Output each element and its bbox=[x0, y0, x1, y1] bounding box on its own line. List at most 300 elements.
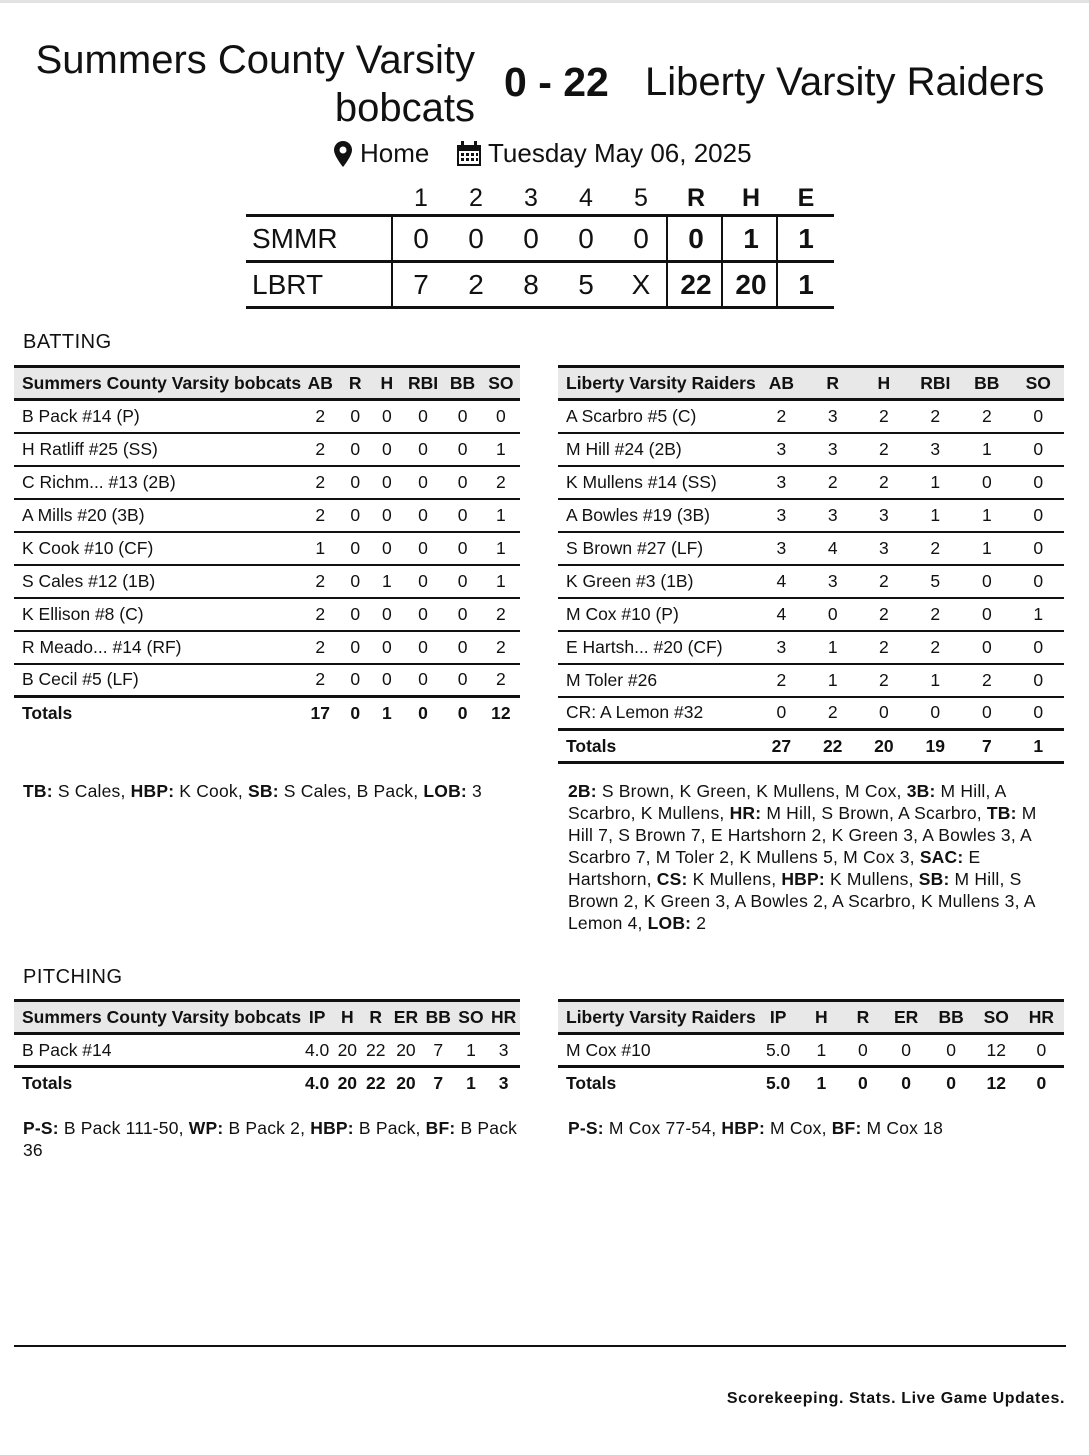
stat-cell: 0 bbox=[961, 598, 1012, 631]
table-row bbox=[14, 1034, 520, 1067]
total-cell: 27 bbox=[756, 730, 807, 763]
stat-cell: 1 bbox=[807, 664, 858, 697]
stat-cell: 0 bbox=[1033, 702, 1044, 723]
note-value: S Cales, B Pack, bbox=[278, 781, 424, 801]
note-value: 3 bbox=[466, 781, 482, 801]
table-row bbox=[14, 532, 520, 565]
stat-cell: 0 bbox=[961, 631, 1012, 664]
stat-cell: 2 bbox=[756, 664, 807, 697]
stat-cell: 0 bbox=[339, 499, 371, 532]
stat-cell: 0 bbox=[776, 702, 787, 723]
column-header: HR bbox=[487, 1001, 520, 1034]
inning-score: 0 bbox=[413, 223, 429, 254]
total-runs: 22 bbox=[680, 269, 712, 300]
table-row bbox=[14, 598, 520, 631]
inning-score: 0 bbox=[633, 223, 649, 254]
stat-cell: 1 bbox=[482, 433, 520, 466]
total-hits: 20 bbox=[735, 269, 767, 300]
player-name: M Cox #10 bbox=[566, 1039, 651, 1060]
note-value: B Pack 111-50, bbox=[58, 1118, 189, 1138]
stat-cell: 2 bbox=[858, 433, 909, 466]
total-cell: 0 bbox=[929, 1067, 974, 1100]
stat-cell: 0 bbox=[371, 631, 403, 664]
stat-cell: 1 bbox=[1013, 598, 1064, 631]
stat-cell: 2 bbox=[858, 631, 909, 664]
stat-cell: 1 bbox=[807, 631, 858, 664]
stat-cell: 0 bbox=[443, 499, 481, 532]
linescore-row bbox=[246, 260, 834, 309]
note-key: WP: bbox=[188, 1118, 224, 1138]
column-header: HR bbox=[1019, 1001, 1064, 1034]
stat-cell: 0 bbox=[339, 565, 371, 598]
stat-cell: 1 bbox=[482, 565, 520, 598]
stat-cell: 20 bbox=[337, 1039, 358, 1060]
column-header: AB bbox=[301, 367, 339, 400]
stat-cell: 0 bbox=[1013, 499, 1064, 532]
errors-header: E bbox=[797, 184, 815, 212]
stat-cell: 1 bbox=[909, 466, 961, 499]
stat-cell: 0 bbox=[930, 702, 941, 723]
stat-cell: 12 bbox=[986, 1039, 1006, 1060]
total-cell: 7 bbox=[422, 1067, 455, 1100]
stat-cell: 0 bbox=[961, 565, 1012, 598]
column-header: H bbox=[801, 1001, 843, 1034]
note-key: TB: bbox=[986, 803, 1017, 823]
stat-cell: 0 bbox=[443, 532, 481, 565]
column-header: ER bbox=[884, 1001, 929, 1034]
totals-row bbox=[14, 1067, 520, 1100]
note-value: 2 bbox=[691, 913, 707, 933]
stat-cell: 2 bbox=[482, 466, 520, 499]
table-row bbox=[558, 400, 1064, 433]
stat-cell: 2 bbox=[756, 400, 807, 433]
note-value: S Brown, K Green, K Mullens, M Cox, bbox=[596, 781, 907, 801]
table-row bbox=[14, 433, 520, 466]
player-name: B Cecil #5 (LF) bbox=[22, 669, 139, 690]
hits-header: H bbox=[741, 184, 761, 212]
stat-cell: 2 bbox=[301, 631, 339, 664]
table-row bbox=[558, 664, 1064, 697]
calendar-icon bbox=[456, 141, 482, 167]
inning-header: 5 bbox=[634, 184, 648, 212]
stat-cell: 3 bbox=[756, 532, 807, 565]
stat-cell: 2 bbox=[858, 466, 909, 499]
player-name: K Ellison #8 (C) bbox=[14, 598, 301, 631]
stat-cell: 1 bbox=[961, 433, 1012, 466]
player-name: A Bowles #19 (3B) bbox=[558, 499, 756, 532]
total-cell: 1 bbox=[371, 697, 403, 730]
table-row bbox=[14, 466, 520, 499]
column-header: SO bbox=[1013, 367, 1064, 400]
totals-label: Totals bbox=[558, 730, 756, 763]
stat-cell: 0 bbox=[1013, 433, 1064, 466]
player-name: A Mills #20 (3B) bbox=[14, 499, 301, 532]
stat-cell: 3 bbox=[756, 631, 807, 664]
column-header: BB bbox=[929, 1001, 974, 1034]
stat-cell: 5.0 bbox=[765, 1039, 791, 1060]
table-row bbox=[558, 631, 1064, 664]
note-value: K Cook, bbox=[174, 781, 248, 801]
column-header: R bbox=[842, 1001, 884, 1034]
player-name: H Ratliff #25 (SS) bbox=[14, 433, 301, 466]
note-value: B Pack 2, bbox=[223, 1118, 311, 1138]
stat-cell: 2 bbox=[961, 400, 1012, 433]
column-header: R bbox=[362, 1001, 390, 1034]
stat-cell: 2 bbox=[858, 598, 909, 631]
stat-cell: 20 bbox=[396, 1039, 416, 1060]
note-value: M Hill 7, S Brown 7, E Hartshorn 2, K Green 3, A Bowles 3, A Scarbro 7, M Toler 2, K Mullens 5, M Cox 3, bbox=[568, 803, 1037, 867]
total-cell: 20 bbox=[390, 1067, 422, 1100]
table-row bbox=[14, 499, 520, 532]
total-cell: 20 bbox=[858, 730, 909, 763]
stat-cell: 0 bbox=[371, 532, 403, 565]
linescore-row bbox=[246, 214, 834, 260]
stat-cell: 0 bbox=[350, 669, 361, 690]
note-value: M Hill, S Brown 2, K Green 3, A Bowles 2, A Scarbro, K Mullens 3, A Lemon 4, bbox=[568, 869, 1035, 933]
player-name: B Pack #14 bbox=[22, 1039, 112, 1060]
player-name: E Hartsh... #20 (CF) bbox=[558, 631, 756, 664]
home-batting-notes bbox=[23, 780, 518, 802]
column-header: IP bbox=[301, 1001, 333, 1034]
player-name: S Brown #27 (LF) bbox=[558, 532, 756, 565]
column-header: R bbox=[339, 367, 371, 400]
column-header: SO bbox=[974, 1001, 1019, 1034]
linescore-table bbox=[246, 182, 834, 309]
table-header-row bbox=[558, 1001, 1064, 1034]
total-cell: 12 bbox=[482, 697, 520, 730]
away-team-name: Liberty Varsity Raiders bbox=[645, 60, 1045, 104]
stat-cell: 1 bbox=[961, 499, 1012, 532]
column-header: BB bbox=[961, 367, 1012, 400]
inning-score: 0 bbox=[523, 223, 539, 254]
total-cell: 0 bbox=[884, 1067, 929, 1100]
table-row bbox=[558, 532, 1064, 565]
stat-cell: 0 bbox=[1013, 466, 1064, 499]
linescore-header bbox=[246, 182, 834, 214]
away-pitching-notes bbox=[568, 1117, 1064, 1139]
stat-cell: 1 bbox=[961, 532, 1012, 565]
player-name: R Meado... #14 (RF) bbox=[14, 631, 301, 664]
column-header: R bbox=[807, 367, 858, 400]
stat-cell: 2 bbox=[961, 664, 1012, 697]
game-meta bbox=[0, 136, 1089, 172]
stat-cell: 1 bbox=[482, 532, 520, 565]
stat-cell: 0 bbox=[371, 499, 403, 532]
stat-cell: 0 bbox=[371, 598, 403, 631]
stat-cell: 0 bbox=[443, 631, 481, 664]
home-pitching-notes bbox=[23, 1117, 518, 1161]
column-header: IP bbox=[756, 1001, 801, 1034]
stat-cell: 0 bbox=[371, 400, 403, 433]
stat-cell: 0 bbox=[339, 631, 371, 664]
column-header: AB bbox=[756, 367, 807, 400]
stat-cell: 5 bbox=[909, 565, 961, 598]
note-value: E Hartshorn, bbox=[568, 847, 981, 889]
stat-cell: 0 bbox=[946, 1039, 956, 1060]
total-hits: 1 bbox=[743, 223, 759, 254]
stat-cell: 0 bbox=[1013, 532, 1064, 565]
stat-cell: 0 bbox=[443, 400, 481, 433]
team-name-header: Summers County Varsity bobcats bbox=[14, 1001, 301, 1034]
stat-cell: 2 bbox=[807, 466, 858, 499]
note-value: M Hill, S Brown, A Scarbro, bbox=[761, 803, 987, 823]
note-value: M Cox 77-54, bbox=[603, 1118, 722, 1138]
player-name: K Cook #10 (CF) bbox=[14, 532, 301, 565]
column-header: H bbox=[371, 367, 403, 400]
stat-cell: 0 bbox=[1013, 565, 1064, 598]
inning-score: X bbox=[631, 269, 651, 300]
column-header: H bbox=[333, 1001, 361, 1034]
away-pitching-table bbox=[558, 999, 1064, 1100]
stat-cell: 2 bbox=[909, 598, 961, 631]
stat-cell: 0 bbox=[443, 565, 481, 598]
player-name: M Cox #10 (P) bbox=[558, 598, 756, 631]
stat-cell: 1 bbox=[909, 664, 961, 697]
stat-cell: 0 bbox=[403, 598, 444, 631]
table-row bbox=[558, 466, 1064, 499]
table-row bbox=[14, 631, 520, 664]
location-label: Home bbox=[360, 138, 430, 168]
note-key: P-S: bbox=[568, 1118, 604, 1138]
inning-header: 4 bbox=[579, 184, 593, 212]
away-batting-table bbox=[558, 365, 1064, 764]
total-cell: 0 bbox=[443, 697, 481, 730]
stat-cell: 3 bbox=[807, 400, 858, 433]
stat-cell: 3 bbox=[756, 466, 807, 499]
stat-cell: 0 bbox=[1013, 631, 1064, 664]
stat-cell: 2 bbox=[301, 565, 339, 598]
total-cell: 0 bbox=[339, 697, 371, 730]
total-cell: 1 bbox=[1013, 730, 1064, 763]
game-location bbox=[334, 138, 429, 169]
stat-cell: 0 bbox=[443, 598, 481, 631]
column-header: ER bbox=[390, 1001, 422, 1034]
stat-cell: 3 bbox=[807, 499, 858, 532]
inning-score: 0 bbox=[468, 223, 484, 254]
map-pin-icon bbox=[334, 141, 352, 167]
date-label: Tuesday May 06, 2025 bbox=[488, 138, 752, 168]
total-cell: 19 bbox=[909, 730, 961, 763]
home-batting-table bbox=[14, 365, 520, 730]
table-row bbox=[558, 565, 1064, 598]
note-value: S Cales, bbox=[52, 781, 131, 801]
note-key: 2B: bbox=[568, 781, 597, 801]
player-name: CR: A Lemon #32 bbox=[566, 702, 704, 723]
stat-cell: 1 bbox=[909, 499, 961, 532]
total-cell: 20 bbox=[333, 1067, 361, 1100]
stat-cell: 4 bbox=[756, 565, 807, 598]
table-header-row bbox=[558, 367, 1064, 400]
stat-cell: 2 bbox=[301, 499, 339, 532]
stat-cell: 0 bbox=[339, 598, 371, 631]
stat-cell: 0 bbox=[403, 466, 444, 499]
stat-cell: 2 bbox=[858, 400, 909, 433]
stat-cell: 3 bbox=[807, 565, 858, 598]
player-name: K Green #3 (1B) bbox=[558, 565, 756, 598]
column-header: BB bbox=[443, 367, 481, 400]
total-cell: 7 bbox=[961, 730, 1012, 763]
inning-score: 2 bbox=[468, 269, 484, 300]
stat-cell: 2 bbox=[315, 669, 326, 690]
stat-cell: 2 bbox=[909, 532, 961, 565]
stat-cell: 3 bbox=[807, 433, 858, 466]
stat-cell: 0 bbox=[403, 565, 444, 598]
total-cell: 3 bbox=[487, 1067, 520, 1100]
note-value: M Cox 18 bbox=[861, 1118, 944, 1138]
stat-cell: 0 bbox=[371, 466, 403, 499]
team-abbr: SMMR bbox=[252, 223, 338, 254]
stat-cell: 3 bbox=[498, 1039, 509, 1060]
note-key: SB: bbox=[248, 781, 279, 801]
bottom-divider bbox=[14, 1345, 1066, 1347]
stat-cell: 2 bbox=[858, 565, 909, 598]
stat-cell: 0 bbox=[371, 433, 403, 466]
total-errors: 1 bbox=[798, 223, 814, 254]
total-cell: 1 bbox=[801, 1067, 843, 1100]
home-team-name: Summers County Varsity bobcats bbox=[35, 38, 475, 130]
note-key: LOB: bbox=[647, 913, 692, 933]
home-pitching-table bbox=[14, 999, 520, 1100]
stat-cell: 7 bbox=[433, 1039, 444, 1060]
note-key: HR: bbox=[729, 803, 762, 823]
totals-label: Totals bbox=[14, 697, 301, 730]
stat-cell: 1 bbox=[482, 499, 520, 532]
stat-cell: 0 bbox=[961, 466, 1012, 499]
column-header: RBI bbox=[909, 367, 961, 400]
stat-cell: 0 bbox=[1013, 400, 1064, 433]
inning-header: 1 bbox=[414, 184, 428, 212]
note-value: K Mullens, bbox=[824, 869, 919, 889]
player-name: M Toler #26 bbox=[558, 664, 756, 697]
note-value: K Mullens, bbox=[687, 869, 782, 889]
total-cell: 1 bbox=[455, 1067, 488, 1100]
stat-cell: 2 bbox=[301, 466, 339, 499]
stat-cell: 3 bbox=[858, 499, 909, 532]
stat-cell: 0 bbox=[381, 669, 392, 690]
note-key: SAC: bbox=[919, 847, 964, 867]
stat-cell: 0 bbox=[418, 669, 428, 690]
stat-cell: 1 bbox=[466, 1039, 476, 1060]
stat-cell: 0 bbox=[482, 400, 520, 433]
stat-cell: 0 bbox=[443, 466, 481, 499]
note-key: HBP: bbox=[310, 1118, 354, 1138]
stat-cell: 0 bbox=[403, 631, 444, 664]
total-cell: 0 bbox=[403, 697, 444, 730]
total-cell: 22 bbox=[807, 730, 858, 763]
inning-score: 5 bbox=[578, 269, 594, 300]
player-name: A Scarbro #5 (C) bbox=[558, 400, 756, 433]
note-key: HBP: bbox=[721, 1118, 765, 1138]
table-row bbox=[558, 598, 1064, 631]
inning-header: 2 bbox=[469, 184, 483, 212]
column-header: H bbox=[858, 367, 909, 400]
stat-cell: 0 bbox=[339, 532, 371, 565]
totals-row bbox=[14, 697, 520, 730]
stat-cell: 2 bbox=[301, 598, 339, 631]
top-divider bbox=[0, 0, 1089, 3]
totals-label: Totals bbox=[14, 1067, 301, 1100]
table-row bbox=[14, 565, 520, 598]
column-header: RBI bbox=[403, 367, 444, 400]
totals-label: Totals bbox=[558, 1067, 756, 1100]
stat-cell: 3 bbox=[756, 433, 807, 466]
stat-cell: 2 bbox=[827, 702, 838, 723]
stat-cell: 2 bbox=[909, 400, 961, 433]
column-header: SO bbox=[482, 367, 520, 400]
note-key: CS: bbox=[656, 869, 688, 889]
stat-cell: 2 bbox=[482, 631, 520, 664]
player-name: M Hill #24 (2B) bbox=[558, 433, 756, 466]
stat-cell: 0 bbox=[858, 1039, 868, 1060]
total-cell: 5.0 bbox=[756, 1067, 801, 1100]
stat-cell: 2 bbox=[495, 669, 506, 690]
stat-cell: 1 bbox=[371, 565, 403, 598]
runs-header: R bbox=[686, 184, 706, 212]
stat-cell: 0 bbox=[339, 400, 371, 433]
stat-cell: 2 bbox=[301, 433, 339, 466]
totals-row bbox=[558, 730, 1064, 763]
stat-cell: 0 bbox=[981, 702, 992, 723]
stat-cell: 0 bbox=[443, 433, 481, 466]
table-row bbox=[558, 697, 1064, 730]
note-value: M Hill, A Scarbro, K Mullens, bbox=[568, 781, 1006, 823]
totals-row bbox=[558, 1067, 1064, 1100]
away-batting-notes bbox=[568, 780, 1064, 934]
stat-cell: 1 bbox=[816, 1039, 827, 1060]
total-cell: 22 bbox=[362, 1067, 390, 1100]
stat-cell: 3 bbox=[756, 499, 807, 532]
stat-cell: 4 bbox=[807, 532, 858, 565]
stat-cell: 1 bbox=[301, 532, 339, 565]
stat-cell: 2 bbox=[301, 400, 339, 433]
player-name: C Richm... #13 (2B) bbox=[14, 466, 301, 499]
stat-cell: 0 bbox=[339, 466, 371, 499]
stat-cell: 0 bbox=[879, 702, 889, 723]
note-key: P-S: bbox=[23, 1118, 59, 1138]
stat-cell: 0 bbox=[403, 499, 444, 532]
note-value: M Cox, bbox=[764, 1118, 832, 1138]
note-value: B Pack 36 bbox=[23, 1118, 518, 1160]
stat-cell: 0 bbox=[403, 433, 444, 466]
note-key: BF: bbox=[425, 1118, 456, 1138]
stat-cell: 0 bbox=[1013, 664, 1064, 697]
stat-cell: 2 bbox=[482, 598, 520, 631]
note-key: TB: bbox=[23, 781, 53, 801]
inning-header: 3 bbox=[524, 184, 538, 212]
note-key: BF: bbox=[831, 1118, 862, 1138]
note-key: SB: bbox=[918, 869, 950, 889]
pitching-section-title: PITCHING bbox=[23, 966, 123, 988]
column-header: BB bbox=[422, 1001, 455, 1034]
total-runs: 0 bbox=[688, 223, 704, 254]
batting-section-title: BATTING bbox=[23, 331, 112, 353]
stat-cell: 22 bbox=[366, 1039, 386, 1060]
total-cell: 12 bbox=[974, 1067, 1019, 1100]
game-date bbox=[456, 138, 752, 169]
total-cell: 0 bbox=[842, 1067, 884, 1100]
stat-cell: 0 bbox=[901, 1039, 911, 1060]
team-name-header: Liberty Varsity Raiders bbox=[558, 1001, 756, 1034]
note-key: LOB: bbox=[423, 781, 467, 801]
note-value: B Pack, bbox=[353, 1118, 426, 1138]
total-cell: 17 bbox=[301, 697, 339, 730]
stat-cell: 3 bbox=[858, 532, 909, 565]
stat-cell: 0 bbox=[1036, 1039, 1047, 1060]
final-score: 0 - 22 bbox=[504, 59, 609, 105]
table-row bbox=[14, 400, 520, 433]
table-row bbox=[14, 664, 520, 697]
column-header: SO bbox=[455, 1001, 488, 1034]
